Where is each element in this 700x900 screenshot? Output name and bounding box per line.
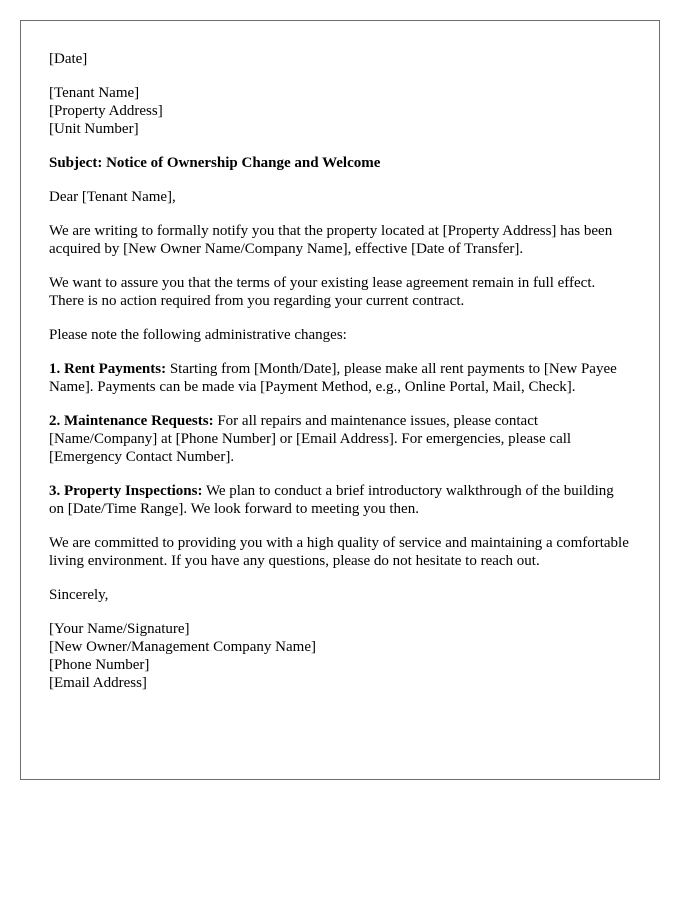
intro-paragraph: We are writing to formally notify you that the property located at [Property Address] has been acquired by [New Owner Name/Company Name], effective [Date of Transfer].	[49, 223, 613, 257]
property-inspections-item	[49, 482, 631, 518]
rent-payments-heading: 1. Rent Payments:	[49, 361, 167, 377]
sender-block	[49, 620, 631, 692]
signoff: Sincerely,	[49, 587, 109, 603]
property-inspections-heading: 3. Property Inspections:	[49, 483, 203, 499]
subject-line: Subject: Notice of Ownership Change and Welcome	[49, 155, 381, 171]
salutation: Dear [Tenant Name],	[49, 189, 176, 205]
letter-date: [Date]	[49, 51, 88, 67]
recipient-name: [Tenant Name]	[49, 85, 140, 101]
rent-payments-text: Starting from [Month/Date], please make all rent payments to [New Payee Name]. Payments can be made via [Payment Method, e.g., Online Portal, Mail, Check].	[49, 361, 617, 395]
recipient-unit: [Unit Number]	[49, 121, 139, 137]
maintenance-requests-text: For all repairs and maintenance issues, please contact [Name/Company] at [Phone Number] or [Email Address]. For emergencies, please call [Emergency Contact Number].	[49, 413, 572, 465]
sender-company: [New Owner/Management Company Name]	[49, 639, 316, 655]
sender-name: [Your Name/Signature]	[49, 621, 190, 637]
property-inspections-text: We plan to conduct a brief introductory walkthrough of the building on [Date/Time Range]. We look forward to meeting you then.	[49, 483, 614, 517]
recipient-block	[49, 84, 631, 138]
recipient-address: [Property Address]	[49, 103, 163, 119]
sender-email: [Email Address]	[49, 675, 147, 691]
sender-phone: [Phone Number]	[49, 657, 150, 673]
maintenance-requests-item	[49, 412, 631, 466]
closing-paragraph: We are committed to providing you with a high quality of service and maintaining a comfortable living environment. If you have any questions, please do not hesitate to reach out.	[49, 535, 629, 569]
letter-page	[20, 20, 660, 780]
rent-payments-item	[49, 360, 631, 396]
changes-intro: Please note the following administrative changes:	[49, 327, 347, 343]
maintenance-requests-heading: 2. Maintenance Requests:	[49, 413, 214, 429]
assurance-paragraph: We want to assure you that the terms of your existing lease agreement remain in full effect. There is no action required from you regarding your current contract.	[49, 275, 596, 309]
